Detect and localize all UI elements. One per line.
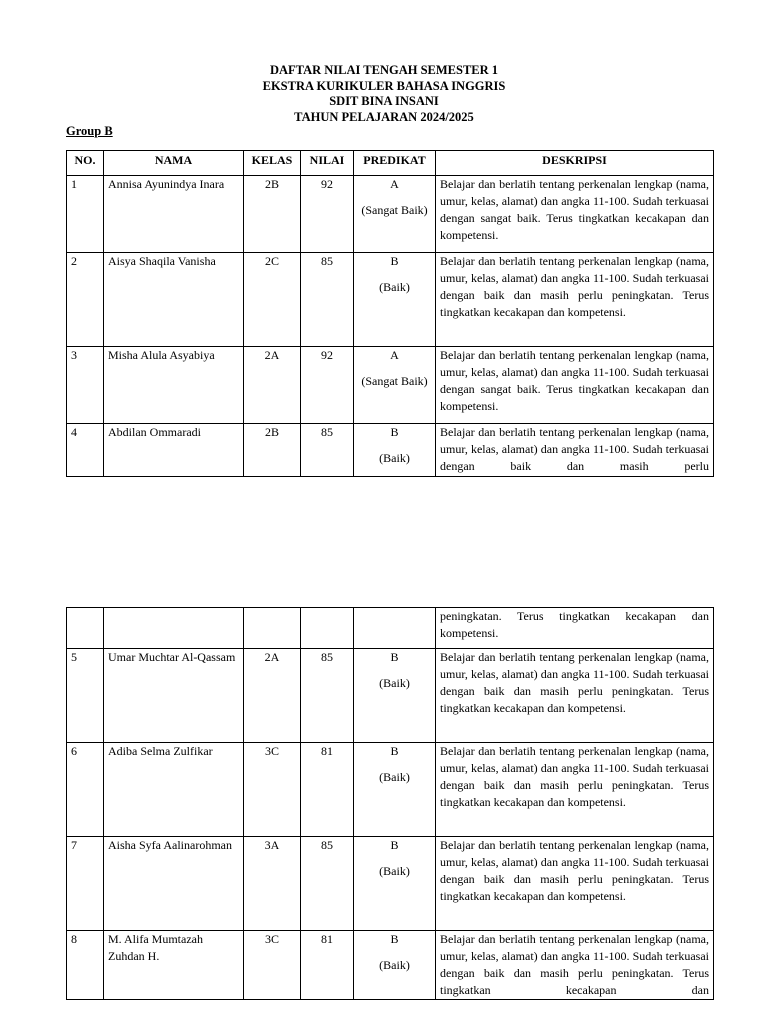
- cell-nilai: 92: [301, 176, 354, 253]
- predikat-grade: B: [390, 254, 399, 268]
- cell-nama: Misha Alula Asyabiya: [104, 347, 244, 424]
- cell-nama: Annisa Ayunindya Inara: [104, 176, 244, 253]
- table-row: [67, 743, 714, 837]
- table-row: [67, 837, 714, 931]
- cell-kelas: 2B: [244, 424, 301, 477]
- cell-kelas: 2C: [244, 253, 301, 347]
- cell-no: 8: [67, 931, 104, 1000]
- predikat-label: (Sangat Baik): [361, 374, 428, 388]
- cell-deskripsi: peningkatan. Terus tingkatkan kecakapan dan kompetensi.: [436, 608, 714, 649]
- cell-nilai: 85: [301, 253, 354, 347]
- col-header-nilai: NILAI: [301, 151, 354, 176]
- col-header-kelas: KELAS: [244, 151, 301, 176]
- table-row: [67, 424, 714, 477]
- cell-deskripsi: Belajar dan berlatih tentang perkenalan lengkap (nama, umur, kelas, alamat) dan angka 11-100. Sudah terkuasai dengan baik dan masih perlu peningkatan. Terus tingkatkan kecakapan dan: [436, 931, 714, 1000]
- cell-nilai: 85: [301, 424, 354, 477]
- cell-deskripsi: Belajar dan berlatih tentang perkenalan lengkap (nama, umur, kelas, alamat) dan angka 11-100. Sudah terkuasai dengan baik dan masih perlu peningkatan. Terus tingkatkan kecakapan dan kompetensi.: [436, 837, 714, 931]
- cell-deskripsi: Belajar dan berlatih tentang perkenalan lengkap (nama, umur, kelas, alamat) dan angka 11-100. Sudah terkuasai dengan sangat baik. Terus tingkatkan kecakapan dan kompetensi.: [436, 176, 714, 253]
- cell-predikat: [354, 347, 436, 424]
- predikat-grade: B: [390, 744, 399, 758]
- table-header-row: [67, 151, 714, 176]
- cell-deskripsi: Belajar dan berlatih tentang perkenalan lengkap (nama, umur, kelas, alamat) dan angka 11-100. Sudah terkuasai dengan baik dan masih perlu peningkatan. Terus tingkatkan kecakapan dan kompetensi.: [436, 743, 714, 837]
- header-school: SDIT BINA INSANI: [329, 94, 439, 108]
- cell-predikat: [354, 743, 436, 837]
- cell-deskripsi: Belajar dan berlatih tentang perkenalan lengkap (nama, umur, kelas, alamat) dan angka 11-100. Sudah terkuasai dengan baik dan masih perlu: [436, 424, 714, 477]
- predikat-grade: A: [390, 348, 399, 362]
- cell-no: 3: [67, 347, 104, 424]
- cell-predikat: [354, 931, 436, 1000]
- cell-no: 7: [67, 837, 104, 931]
- cell-predikat: [354, 253, 436, 347]
- predikat-grade: B: [390, 932, 399, 946]
- cell-kelas: 3C: [244, 931, 301, 1000]
- cell-no: 2: [67, 253, 104, 347]
- predikat-label: (Baik): [379, 280, 410, 294]
- predikat-label: (Baik): [379, 864, 410, 878]
- predikat-grade: B: [390, 838, 399, 852]
- cell-no: 1: [67, 176, 104, 253]
- header-subtitle: EKSTRA KURIKULER BAHASA INGGRIS: [262, 78, 506, 93]
- table-row: [67, 253, 714, 347]
- document-header: [0, 63, 768, 125]
- predikat-grade: A: [390, 177, 399, 191]
- predikat-label: (Baik): [379, 958, 410, 972]
- cell-nilai: 81: [301, 931, 354, 1000]
- cell-nilai: 92: [301, 347, 354, 424]
- cell-predikat: [354, 176, 436, 253]
- col-header-nama: NAMA: [104, 151, 244, 176]
- grades-table-part2: [66, 607, 714, 1000]
- header-year: TAHUN PELAJARAN 2024/2025: [294, 109, 474, 124]
- table-row-continuation: [67, 608, 714, 649]
- cell-nama: Aisya Shaqila Vanisha: [104, 253, 244, 347]
- col-header-no: NO.: [67, 151, 104, 176]
- cell-predikat: [354, 837, 436, 931]
- col-header-deskripsi: DESKRIPSI: [436, 151, 714, 176]
- predikat-label: (Sangat Baik): [361, 203, 428, 217]
- cell-no: 5: [67, 649, 104, 743]
- table-row: [67, 649, 714, 743]
- predikat-grade: B: [390, 650, 399, 664]
- col-header-predikat: PREDIKAT: [354, 151, 436, 176]
- cell-predikat: [354, 424, 436, 477]
- grades-table-part1: [66, 150, 714, 477]
- table-row: [67, 347, 714, 424]
- cell-deskripsi: Belajar dan berlatih tentang perkenalan lengkap (nama, umur, kelas, alamat) dan angka 11-100. Sudah terkuasai dengan baik dan masih perlu peningkatan. Terus tingkatkan kecakapan dan kompetensi.: [436, 253, 714, 347]
- table-row: [67, 931, 714, 1000]
- cell-kelas: 3A: [244, 837, 301, 931]
- cell-nama: Aisha Syfa Aalinarohman: [104, 837, 244, 931]
- cell-nilai: 85: [301, 837, 354, 931]
- cell-deskripsi: Belajar dan berlatih tentang perkenalan lengkap (nama, umur, kelas, alamat) dan angka 11-100. Sudah terkuasai dengan baik dan masih perlu peningkatan. Terus tingkatkan kecakapan dan kompetensi.: [436, 649, 714, 743]
- cell-nilai: 81: [301, 743, 354, 837]
- header-title: DAFTAR NILAI TENGAH SEMESTER 1: [269, 63, 499, 77]
- cell-nama: Adiba Selma Zulfikar: [104, 743, 244, 837]
- predikat-grade: B: [390, 425, 399, 439]
- cell-nama: Abdilan Ommaradi: [104, 424, 244, 477]
- cell-nilai: 85: [301, 649, 354, 743]
- cell-nama: Umar Muchtar Al-Qassam: [104, 649, 244, 743]
- cell-predikat: [354, 649, 436, 743]
- cell-kelas: 2B: [244, 176, 301, 253]
- predikat-label: (Baik): [379, 451, 410, 465]
- predikat-label: (Baik): [379, 676, 410, 690]
- cell-deskripsi: Belajar dan berlatih tentang perkenalan lengkap (nama, umur, kelas, alamat) dan angka 11-100. Sudah terkuasai dengan sangat baik. Terus tingkatkan kecakapan dan kompetensi.: [436, 347, 714, 424]
- cell-nama: M. Alifa Mumtazah Zuhdan H.: [104, 931, 244, 1000]
- cell-kelas: 2A: [244, 347, 301, 424]
- group-label: Group B: [66, 124, 113, 138]
- cell-kelas: 2A: [244, 649, 301, 743]
- predikat-label: (Baik): [379, 770, 410, 784]
- cell-no: 6: [67, 743, 104, 837]
- cell-kelas: 3C: [244, 743, 301, 837]
- table-row: [67, 176, 714, 253]
- cell-no: 4: [67, 424, 104, 477]
